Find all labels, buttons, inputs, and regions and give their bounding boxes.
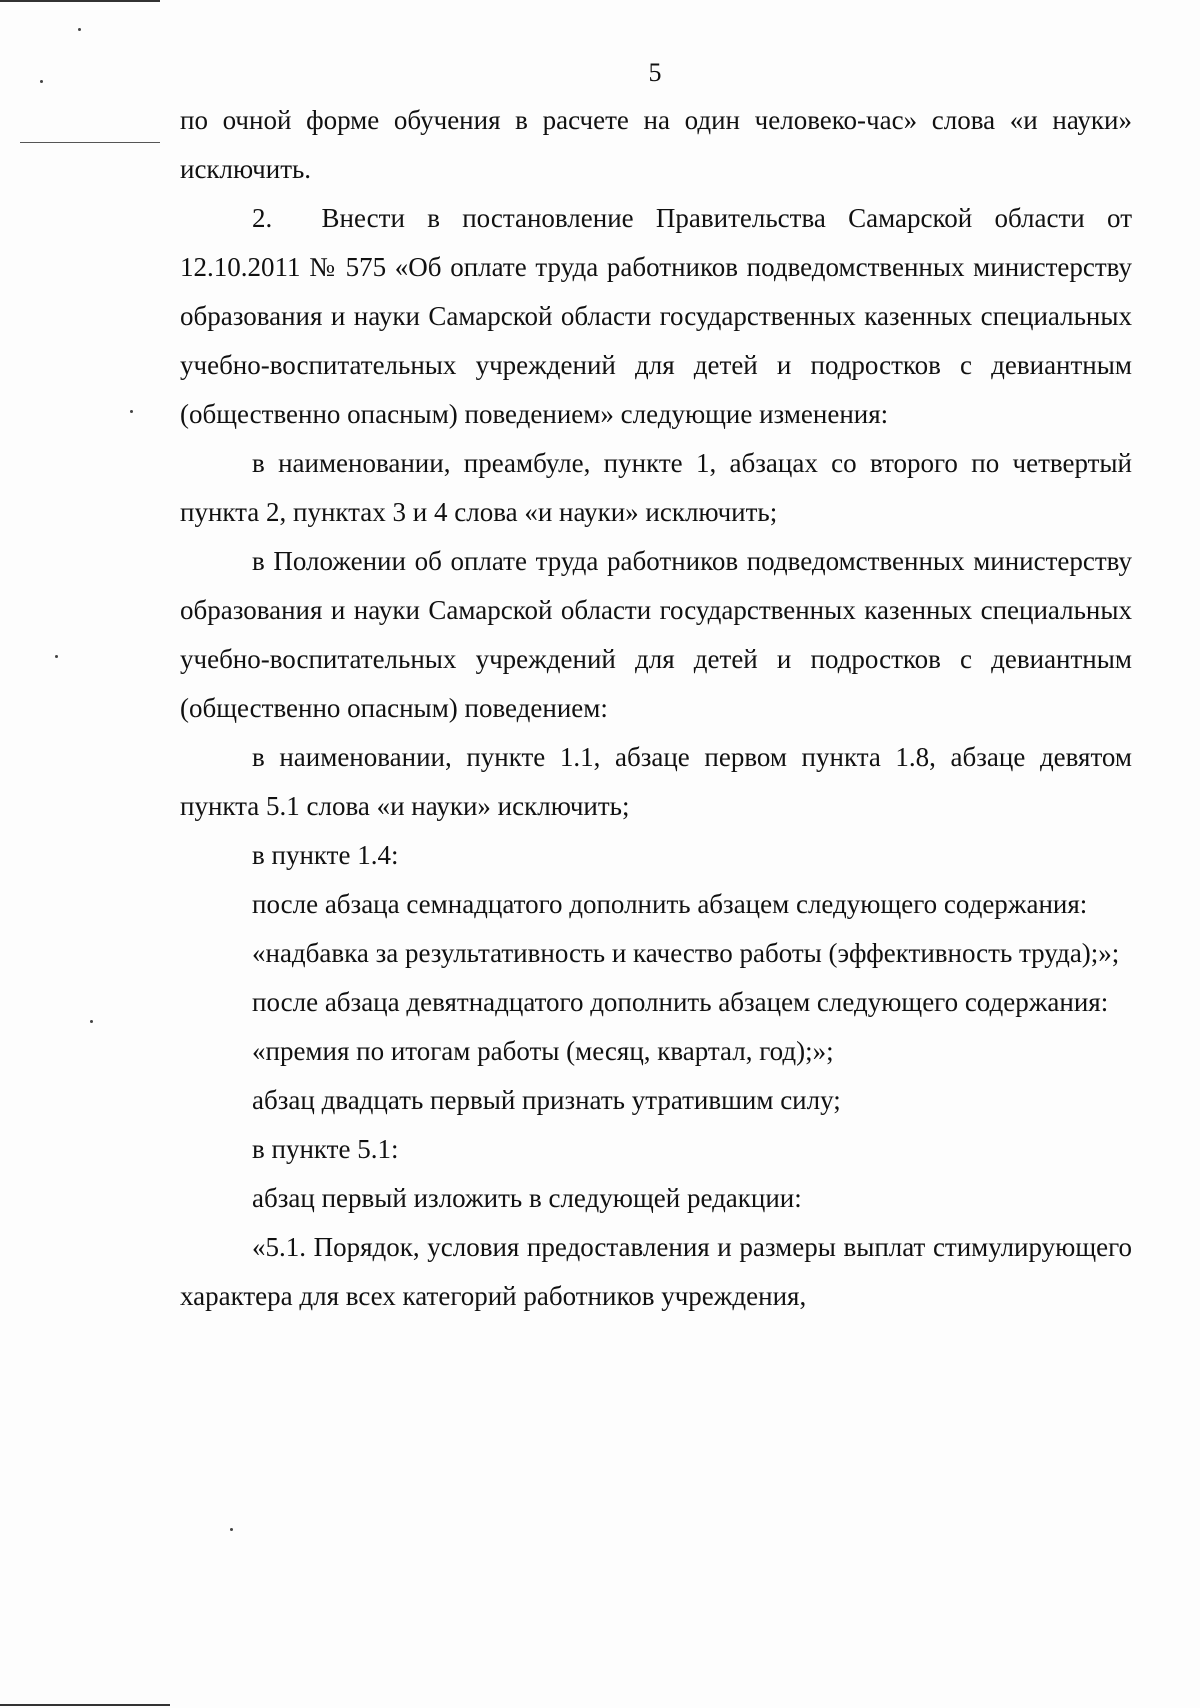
paragraph: в Положении об оплате труда работников подведомственных министерству образования и науки Самарской области государственных казенных специальных учебно-воспитательных учреждений для детей и подростков с девиантным (общественно опасным) поведением: (180, 546, 1132, 723)
scan-dot (78, 28, 81, 31)
scan-dot (55, 655, 58, 658)
paragraph: абзац двадцать первый признать утратившим силу; (252, 1085, 841, 1115)
document-body (180, 96, 1132, 1321)
scan-line-margin (20, 142, 160, 143)
paragraph: «5.1. Порядок, условия предоставления и размеры выплат стимулирующего характера для всех категорий работников учреждения, (180, 1232, 1132, 1311)
paragraph: в пункте 1.4: (252, 840, 399, 870)
paragraph: в пункте 5.1: (252, 1134, 399, 1164)
paragraph: в наименовании, пункте 1.1, абзаце первом пункта 1.8, абзаце девятом пункта 5.1 слова «и науки» исключить; (180, 742, 1132, 821)
paragraph: абзац первый изложить в следующей редакции: (252, 1183, 802, 1213)
paragraph: после абзаца девятнадцатого дополнить абзацем следующего содержания: (252, 987, 1109, 1017)
paragraph: по очной форме обучения в расчете на один человеко-час» слова «и науки» исключить. (180, 105, 1132, 184)
scan-dot (130, 410, 133, 413)
paragraph: в наименовании, преамбуле, пункте 1, абзацах со второго по четвертый пункта 2, пунктах 3 и 4 слова «и науки» исключить; (180, 448, 1132, 527)
scan-dot (230, 1528, 233, 1531)
scan-dot (40, 80, 43, 83)
paragraph: после абзаца семнадцатого дополнить абзацем следующего содержания: (252, 889, 1088, 919)
paragraph: 2. Внести в постановление Правительства Самарской области от 12.10.2011 № 575 «Об оплате труда работников подведомственных министерству образования и науки Самарской области государственных казенных специальных учебно-воспитательных учреждений для детей и подростков с девиантным (общественно опасным) поведением» следующие изменения: (180, 203, 1132, 429)
page-number: 5 (648, 58, 662, 87)
scan-line-top-left (0, 0, 160, 2)
paragraph: «надбавка за результативность и качество работы (эффективность труда);»; (252, 938, 1120, 968)
paragraph: «премия по итогам работы (месяц, квартал, год);»; (252, 1036, 834, 1066)
scan-dot (90, 1020, 93, 1023)
scan-line-bottom-left (0, 1704, 170, 1706)
